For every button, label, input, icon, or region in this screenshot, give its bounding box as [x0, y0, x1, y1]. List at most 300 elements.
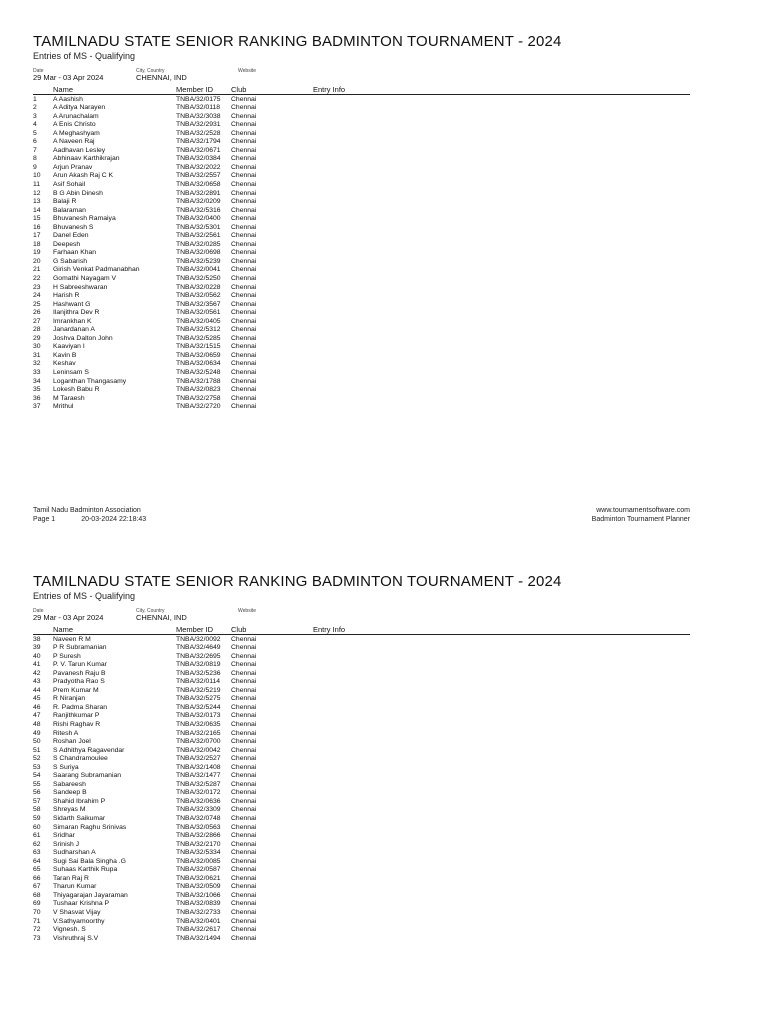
club-name: Chennai [231, 155, 257, 163]
member-id: TNBA/32/2866 [176, 832, 221, 840]
club-name: Chennai [231, 755, 257, 763]
footer-timestamp: 20-03-2024 22:18:43 [81, 516, 147, 523]
table-row [0, 113, 768, 122]
entry-number: 61 [33, 832, 41, 840]
club-name: Chennai [231, 326, 257, 334]
entry-number: 5 [33, 129, 37, 137]
table-row [0, 721, 768, 730]
player-name: P R Subramanian [53, 644, 107, 652]
entry-number: 1 [33, 95, 37, 103]
table-row [0, 892, 768, 901]
member-id: TNBA/32/0634 [176, 360, 221, 368]
player-name: Ilanjithra Dev R [53, 309, 100, 317]
entry-number: 64 [33, 857, 41, 865]
player-name: Pradyotha Rao S [53, 678, 105, 686]
player-name: V Shasvat Vijay [53, 909, 101, 916]
entry-number: 67 [33, 883, 41, 891]
member-id: TNBA/32/2165 [176, 729, 221, 737]
entry-number: 24 [33, 292, 41, 300]
player-name: Vignesh. S [53, 926, 86, 934]
club-name: Chennai [231, 172, 257, 180]
table-row [0, 96, 768, 105]
table-row [0, 207, 768, 216]
entry-number: 2 [33, 104, 37, 112]
member-id: TNBA/32/0671 [176, 146, 221, 154]
entry-number: 68 [33, 891, 41, 899]
member-id: TNBA/32/1066 [176, 891, 221, 899]
club-name: Chennai [231, 780, 257, 788]
player-name: Bhuvanesh Ramaiya [53, 215, 116, 223]
table-row [0, 215, 768, 224]
entry-number: 57 [33, 797, 41, 805]
club-name: Chennai [231, 180, 257, 188]
club-name: Chennai [231, 104, 257, 112]
entry-number: 35 [33, 386, 41, 394]
member-id: TNBA/32/1515 [176, 343, 221, 351]
club-name: Chennai [231, 215, 257, 223]
player-name: M Taraesh [53, 394, 85, 402]
table-row [0, 155, 768, 164]
footer-association: Tamil Nadu Badminton Association [33, 507, 141, 514]
player-name: Bhuvanesh S [53, 223, 94, 231]
entry-number: 39 [33, 644, 41, 652]
entry-number: 60 [33, 823, 41, 831]
player-name: Naveen R M [53, 635, 91, 643]
entry-number: 20 [33, 257, 41, 265]
player-name: Pavanesh Raju B [53, 669, 106, 677]
entry-number: 65 [33, 866, 41, 874]
player-name: Balaraman [53, 206, 86, 214]
club-name: Chennai [231, 232, 257, 240]
city-value: CHENNAI, IND [136, 73, 187, 82]
member-id: TNBA/32/2528 [176, 129, 221, 137]
table-row [0, 764, 768, 773]
player-name: Kaaviyan I [53, 343, 85, 351]
member-id: TNBA/32/3567 [176, 300, 221, 308]
member-id: TNBA/32/1408 [176, 763, 221, 771]
entry-number: 11 [33, 180, 41, 188]
entry-number: 16 [33, 223, 41, 231]
entry-number: 15 [33, 215, 41, 223]
club-name: Chennai [231, 900, 257, 908]
player-name: Sugi Sai Bala Singha .G [53, 857, 126, 865]
footer-planner: Badminton Tournament Planner [591, 516, 690, 523]
player-name: Roshan Joel [53, 738, 91, 746]
footer-right [592, 506, 690, 524]
table-row [0, 832, 768, 841]
member-id: TNBA/32/4649 [176, 644, 221, 652]
table-row [0, 198, 768, 207]
club-name: Chennai [231, 832, 257, 840]
club-name: Chennai [231, 644, 257, 652]
table-row [0, 352, 768, 361]
player-name: Vishruthraj S.V [53, 934, 99, 942]
table-row [0, 164, 768, 173]
table-row [0, 292, 768, 301]
club-name: Chennai [231, 163, 257, 171]
member-id: TNBA/32/5219 [176, 686, 221, 694]
table-row [0, 918, 768, 927]
member-id: TNBA/32/5250 [176, 274, 221, 282]
entry-number: 38 [33, 635, 41, 643]
member-id: TNBA/32/0041 [176, 266, 221, 274]
page-subtitle: Entries of MS - Qualifying [33, 591, 136, 601]
table-row [0, 318, 768, 327]
member-id: TNBA/32/2617 [176, 926, 221, 934]
player-name: Deepesh [53, 240, 81, 248]
member-id: TNBA/32/0114 [176, 678, 221, 686]
member-id: TNBA/32/5287 [176, 780, 221, 788]
member-id: TNBA/32/2891 [176, 189, 221, 197]
entry-number: 55 [33, 780, 41, 788]
entry-number: 6 [33, 138, 37, 146]
entry-number: 56 [33, 789, 41, 797]
table-row [0, 866, 768, 875]
player-name: Kavin B [53, 351, 77, 359]
entry-number: 21 [33, 266, 41, 274]
entry-number: 7 [33, 146, 37, 154]
club-name: Chennai [231, 729, 257, 737]
club-name: Chennai [231, 129, 257, 137]
page-title: TAMILNADU STATE SENIOR RANKING BADMINTON TOURNAMENT - 2024 [33, 573, 562, 590]
table-row [0, 678, 768, 687]
entry-number: 66 [33, 874, 41, 882]
club-name: Chennai [231, 386, 257, 394]
table-row [0, 789, 768, 798]
table-row [0, 712, 768, 721]
entry-number: 22 [33, 274, 41, 282]
table-row [0, 130, 768, 139]
table-row [0, 644, 768, 653]
player-name: Joshva Dalton John [53, 334, 113, 342]
club-name: Chennai [231, 283, 257, 291]
member-id: TNBA/32/0635 [176, 720, 221, 728]
table-row [0, 806, 768, 815]
player-name: Ranjithkumar P [53, 712, 100, 720]
club-name: Chennai [231, 926, 257, 934]
player-name: Harish R [53, 292, 80, 300]
table-row [0, 343, 768, 352]
page-subtitle: Entries of MS - Qualifying [33, 51, 136, 61]
member-id: TNBA/32/2733 [176, 909, 221, 916]
club-name: Chennai [231, 206, 257, 214]
club-name: Chennai [231, 669, 257, 677]
entry-number: 29 [33, 334, 41, 342]
entry-number: 47 [33, 712, 41, 720]
table-row [0, 900, 768, 909]
member-id: TNBA/32/2561 [176, 232, 221, 240]
table-row [0, 360, 768, 369]
club-name: Chennai [231, 738, 257, 746]
member-id: TNBA/32/0384 [176, 155, 221, 163]
player-name: Sridhar [53, 832, 75, 840]
player-name: Balaji R [53, 198, 77, 206]
member-id: TNBA/32/0092 [176, 635, 221, 643]
website-label: Website [238, 68, 256, 74]
player-name: Ritesh A [53, 729, 79, 737]
page-title: TAMILNADU STATE SENIOR RANKING BADMINTON TOURNAMENT - 2024 [33, 33, 562, 50]
club-name: Chennai [231, 309, 257, 317]
member-id: TNBA/32/5236 [176, 669, 221, 677]
table-row [0, 772, 768, 781]
entry-number: 9 [33, 163, 37, 171]
entry-number: 37 [33, 403, 41, 411]
table-row [0, 935, 768, 944]
player-name: P. V. Tarun Kumar [53, 661, 107, 669]
table-row [0, 670, 768, 679]
member-id: TNBA/32/5312 [176, 326, 221, 334]
table-row [0, 232, 768, 241]
entry-number: 26 [33, 309, 41, 317]
player-name: A Enis Christo [53, 121, 96, 129]
entry-number: 25 [33, 300, 41, 308]
entry-number: 10 [33, 172, 41, 180]
club-name: Chennai [231, 746, 257, 754]
entry-number: 53 [33, 763, 41, 771]
player-name: A Aashish [53, 95, 83, 103]
entry-number: 49 [33, 729, 41, 737]
date-label: Date [33, 608, 44, 614]
club-name: Chennai [231, 789, 257, 797]
table-row [0, 815, 768, 824]
player-name: B G Abin Dinesh [53, 189, 103, 197]
entry-number: 36 [33, 394, 41, 402]
member-id: TNBA/32/1477 [176, 772, 221, 780]
player-name: Imrankhan K [53, 317, 92, 325]
club-name: Chennai [231, 703, 257, 711]
club-name: Chennai [231, 772, 257, 780]
entry-number: 46 [33, 703, 41, 711]
entry-number: 8 [33, 155, 37, 163]
player-name: Tharun Kumar [53, 883, 97, 891]
member-id: TNBA/32/0173 [176, 712, 221, 720]
table-row [0, 181, 768, 190]
column-header-club: Club [231, 625, 247, 634]
member-id: TNBA/32/0228 [176, 283, 221, 291]
column-header-member-id: Member ID [176, 625, 214, 634]
member-id: TNBA/32/0658 [176, 180, 221, 188]
table-row [0, 798, 768, 807]
table-row [0, 224, 768, 233]
player-name: A Aditya Narayen [53, 104, 106, 112]
member-id: TNBA/32/0748 [176, 814, 221, 822]
member-id: TNBA/32/1494 [176, 934, 221, 942]
member-id: TNBA/32/0400 [176, 215, 221, 223]
entry-number: 14 [33, 206, 41, 214]
player-name: Leninsam S [53, 369, 89, 376]
player-name: H Sabreeshwaran [53, 283, 108, 291]
club-name: Chennai [231, 138, 257, 146]
table-row [0, 121, 768, 130]
date-value: 29 Mar - 03 Apr 2024 [33, 73, 104, 82]
club-name: Chennai [231, 300, 257, 308]
club-name: Chennai [231, 266, 257, 274]
member-id: TNBA/32/3309 [176, 806, 221, 814]
entry-number: 28 [33, 326, 41, 334]
entry-number: 44 [33, 686, 41, 694]
club-name: Chennai [231, 198, 257, 206]
entry-number: 32 [33, 360, 41, 368]
player-name: Taran Raj R [53, 874, 89, 882]
table-row [0, 687, 768, 696]
member-id: TNBA/32/0209 [176, 198, 221, 206]
club-name: Chennai [231, 661, 257, 669]
entry-number: 72 [33, 926, 41, 934]
entry-number: 73 [33, 934, 41, 942]
club-name: Chennai [231, 95, 257, 103]
table-row [0, 266, 768, 275]
entry-number: 3 [33, 112, 37, 120]
table-row [0, 738, 768, 747]
player-name: Simaran Raghu Srinivas [53, 823, 127, 831]
entry-number: 70 [33, 909, 41, 916]
entry-number: 45 [33, 695, 41, 703]
member-id: TNBA/32/2758 [176, 394, 221, 402]
player-name: Saarang Subramanian [53, 772, 122, 780]
table-row [0, 841, 768, 850]
website-label: Website [238, 608, 256, 614]
entry-number: 4 [33, 121, 37, 129]
table-row [0, 755, 768, 764]
entry-number: 19 [33, 249, 41, 257]
member-id: TNBA/32/5301 [176, 223, 221, 231]
table-row [0, 781, 768, 790]
player-name: S Adhithya Ragavendar [53, 746, 125, 754]
club-name: Chennai [231, 917, 257, 925]
entry-number: 58 [33, 806, 41, 814]
club-name: Chennai [231, 249, 257, 257]
club-name: Chennai [231, 823, 257, 831]
member-id: TNBA/32/2695 [176, 652, 221, 660]
table-row [0, 858, 768, 867]
player-name: R Niranjan [53, 695, 86, 703]
club-name: Chennai [231, 806, 257, 814]
club-name: Chennai [231, 112, 257, 120]
table-row [0, 190, 768, 199]
club-name: Chennai [231, 394, 257, 402]
entry-number: 62 [33, 840, 41, 848]
entry-number: 71 [33, 917, 41, 925]
player-name: S Suriya [53, 763, 79, 771]
table-row [0, 147, 768, 156]
table-row [0, 747, 768, 756]
club-name: Chennai [231, 763, 257, 771]
player-name: Girish Venkat Padmanabhan [53, 266, 140, 274]
club-name: Chennai [231, 146, 257, 154]
entry-number: 50 [33, 738, 41, 746]
member-id: TNBA/32/0042 [176, 746, 221, 754]
player-name: Sabareesh [53, 780, 86, 788]
member-id: TNBA/32/0562 [176, 292, 221, 300]
club-name: Chennai [231, 849, 257, 857]
entry-number: 41 [33, 661, 41, 669]
club-name: Chennai [231, 403, 257, 411]
table-row [0, 138, 768, 147]
member-id: TNBA/32/2022 [176, 163, 221, 171]
club-name: Chennai [231, 121, 257, 129]
table-row [0, 284, 768, 293]
table-row [0, 849, 768, 858]
club-name: Chennai [231, 369, 257, 376]
player-name: R. Padma Sharan [53, 703, 108, 711]
player-name: Hashwant G [53, 300, 91, 308]
club-name: Chennai [231, 686, 257, 694]
table-row [0, 395, 768, 404]
club-name: Chennai [231, 377, 257, 385]
player-name: A Naveen Raj [53, 138, 95, 146]
member-id: TNBA/32/0561 [176, 309, 221, 317]
member-id: TNBA/32/0509 [176, 883, 221, 891]
table-row [0, 258, 768, 267]
city-value: CHENNAI, IND [136, 613, 187, 622]
table-row [0, 704, 768, 713]
member-id: TNBA/32/5248 [176, 369, 221, 376]
member-id: TNBA/32/2557 [176, 172, 221, 180]
member-id: TNBA/32/5285 [176, 334, 221, 342]
table-row [0, 909, 768, 918]
club-name: Chennai [231, 814, 257, 822]
club-name: Chennai [231, 934, 257, 942]
table-row [0, 241, 768, 250]
club-name: Chennai [231, 797, 257, 805]
member-id: TNBA/32/0636 [176, 797, 221, 805]
member-id: TNBA/32/2527 [176, 755, 221, 763]
member-id: TNBA/32/1794 [176, 138, 221, 146]
column-header-entry-info: Entry Info [313, 85, 346, 94]
member-id: TNBA/32/0563 [176, 823, 221, 831]
player-name: Gomathi Nayagam V [53, 274, 117, 282]
player-name: V.Sathyamoorthy [53, 917, 105, 925]
player-name: Danel Eden [53, 232, 89, 240]
player-name: Asif Sohail [53, 180, 86, 188]
footer-left [33, 506, 146, 524]
table-row [0, 653, 768, 662]
entry-number: 23 [33, 283, 41, 291]
entry-number: 51 [33, 746, 41, 754]
entry-number: 30 [33, 343, 41, 351]
column-header-member-id: Member ID [176, 85, 214, 94]
entry-number: 34 [33, 377, 41, 385]
member-id: TNBA/32/0172 [176, 789, 221, 797]
player-name: Arjun Pranav [53, 163, 93, 171]
player-name: Aadhavan Lesley [53, 146, 106, 154]
table-row [0, 378, 768, 387]
club-name: Chennai [231, 857, 257, 865]
date-label: Date [33, 68, 44, 74]
member-id: TNBA/32/0700 [176, 738, 221, 746]
entry-number: 17 [33, 232, 41, 240]
club-name: Chennai [231, 891, 257, 899]
player-name: Tushaar Krishna P [53, 900, 110, 908]
table-row [0, 875, 768, 884]
club-name: Chennai [231, 720, 257, 728]
club-name: Chennai [231, 874, 257, 882]
club-name: Chennai [231, 274, 257, 282]
table-row [0, 301, 768, 310]
member-id: TNBA/32/2170 [176, 840, 221, 848]
member-id: TNBA/32/5316 [176, 206, 221, 214]
player-name: Shahid Ibrahim P [53, 797, 106, 805]
member-id: TNBA/32/5275 [176, 695, 221, 703]
city-label: City, Country [136, 68, 165, 74]
member-id: TNBA/32/0819 [176, 661, 221, 669]
column-header-entry-info: Entry Info [313, 625, 346, 634]
entry-number: 12 [33, 189, 41, 197]
table-row [0, 309, 768, 318]
member-id: TNBA/32/0659 [176, 351, 221, 359]
player-name: Sudharshan A [53, 849, 96, 857]
player-name: Mrithul [53, 403, 74, 411]
